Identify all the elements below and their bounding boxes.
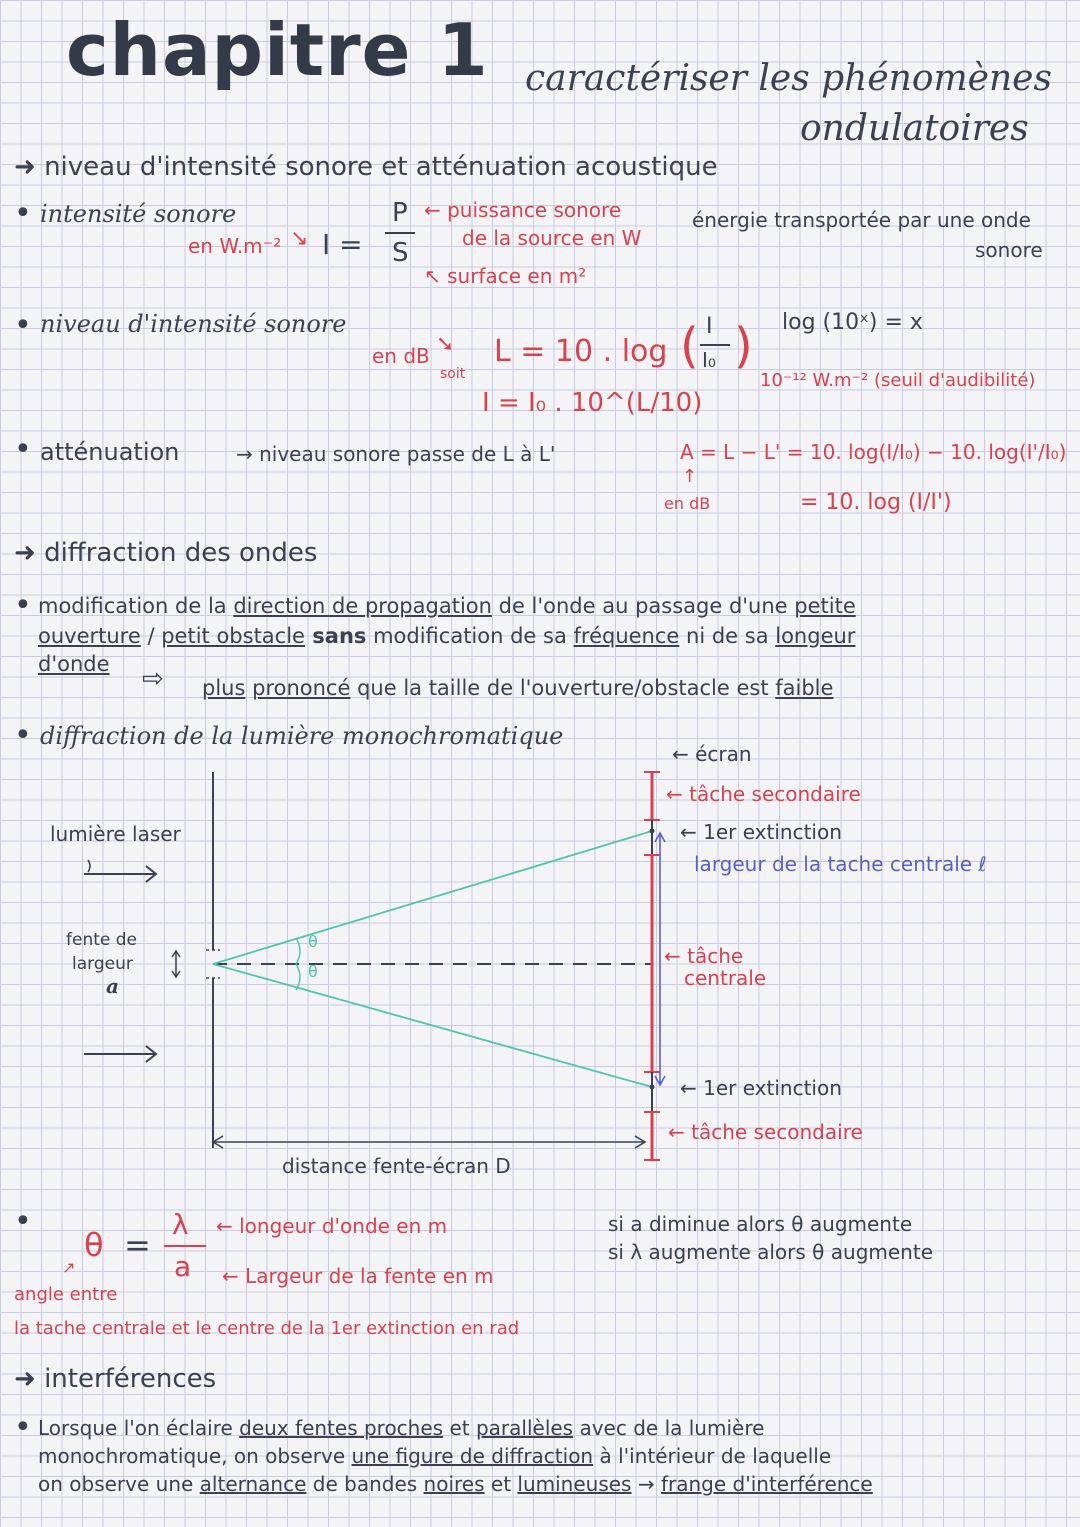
level-label: niveau d'intensité sonore	[40, 310, 347, 338]
level-formula: L = 10 . log	[494, 334, 668, 369]
bullet-icon: •	[14, 196, 32, 231]
central-spot-label-2: centrale	[684, 966, 767, 990]
secondary-bottom-label: ← tâche secondaire	[668, 1120, 863, 1144]
arrow-right-icon: ➜	[14, 538, 45, 568]
laser-label: lumière laser	[50, 822, 181, 846]
angle-up-arrow: ↗	[62, 1258, 76, 1277]
slit-label-2: largeur	[72, 954, 133, 974]
chapter-subtitle-line1: caractériser les phénomènes	[525, 58, 1052, 99]
rule-1: si a diminue alors θ augmente	[608, 1212, 913, 1236]
intensity-p-note-1: ← puissance sonore	[424, 198, 622, 222]
ray-top	[213, 831, 652, 964]
interference-line3: on observe une alternance de bandes noires et lumineuses → frange d'interférence	[38, 1472, 873, 1496]
chapter-subtitle-line2: ondulatoires	[800, 108, 1029, 149]
slit-label-1: fente de	[66, 930, 137, 950]
bullet-icon: •	[14, 1204, 32, 1239]
ecran-label: ← écran	[672, 742, 752, 766]
attenuation-label: atténuation	[40, 438, 180, 466]
interference-line1: Lorsque l'on éclaire deux fentes proches et parallèles avec de la lumière	[38, 1416, 765, 1440]
diffraction-def-line3: d'onde	[38, 652, 110, 676]
ray-bottom	[213, 964, 652, 1087]
angle-note-2: la tache centrale et le centre de la 1er extinction en rad	[14, 1318, 520, 1339]
angle-note-1: angle entre	[14, 1284, 118, 1305]
theta-top: θ	[308, 932, 318, 951]
implies-arrow-icon: ⇨	[142, 664, 164, 694]
bullet-icon: •	[14, 718, 32, 753]
threshold-note: 10⁻¹² W.m⁻² (seuil d'audibilité)	[760, 370, 1036, 391]
diffraction-plus-line: plus prononcé que la taille de l'ouverture/obstacle est faible	[202, 676, 834, 700]
level-paren-right: )	[734, 318, 753, 374]
first-extinction-bottom-label: ← 1er extinction	[680, 1076, 842, 1100]
attenuation-unit: en dB	[664, 494, 711, 513]
log-note: log (10ˣ) = x	[782, 310, 923, 335]
attenuation-up-arrow: ↑	[682, 466, 698, 487]
intensity-numerator: P	[392, 198, 408, 228]
chapter-title: chapitre 1	[66, 8, 489, 92]
theta-lambda: λ	[172, 1208, 189, 1241]
bullet-icon: •	[14, 588, 32, 623]
diffraction-def-line2: ouverture / petit obstacle sans modification de sa fréquence ni de sa longeur	[38, 624, 856, 648]
slit-label-3: a	[106, 974, 119, 998]
level-fraction-den: I₀	[702, 348, 716, 372]
arrow-right-icon: ➜	[14, 152, 45, 182]
intensity-denominator: S	[392, 238, 409, 268]
section-heading-intensity: ➜ niveau d'intensité sonore et atténuation acoustique	[14, 152, 718, 182]
attenuation-desc: → niveau sonore passe de L à L'	[236, 442, 556, 466]
bullet-icon: •	[14, 432, 32, 467]
level-fraction-num: I	[706, 314, 713, 339]
diffraction-def-line1: modification de la direction de propagation de l'onde au passage d'une petite	[38, 594, 856, 618]
arrow-right-icon: ➜	[14, 1364, 45, 1394]
intensity-s-note: ↖ surface en m²	[424, 264, 587, 288]
central-spot-label-1: ← tâche	[664, 944, 744, 968]
bullet-icon: •	[14, 1410, 32, 1445]
intensity-label: intensité sonore	[40, 200, 237, 228]
energy-note-1: énergie transportée par une onde	[692, 208, 1031, 232]
level-arrow: ➘	[436, 332, 455, 357]
distance-label: distance fente-écran D	[282, 1154, 511, 1178]
rule-2: si λ augmente alors θ augmente	[608, 1240, 933, 1264]
level-unit: en dB	[372, 344, 430, 368]
first-extinction-top-label: ← 1er extinction	[680, 820, 842, 844]
interference-line2: monochromatique, on observe une figure de diffraction à l'intérieur de laquelle	[38, 1444, 832, 1468]
inverse-formula: I = I₀ . 10^(L/10)	[482, 388, 703, 418]
soit-label: soit	[440, 366, 466, 382]
lambda-note: ← longeur d'onde en m	[216, 1214, 448, 1238]
section-heading-interferences: ➜ interférences	[14, 1364, 217, 1394]
central-width-label: largeur de la tache centrale ℓ	[694, 852, 987, 876]
section-heading-diffraction: ➜ diffraction des ondes	[14, 538, 318, 568]
intensity-arrow: ↘	[290, 226, 309, 251]
secondary-top-label: ← tâche secondaire	[666, 782, 861, 806]
a-note: ← Largeur de la fente en m	[222, 1264, 494, 1288]
mono-heading: diffraction de la lumière monochromatique	[40, 722, 564, 750]
theta-equals: =	[124, 1226, 151, 1264]
attenuation-formula-2: = 10. log (I/I')	[800, 490, 952, 515]
theta-a: a	[174, 1250, 192, 1283]
theta-fraction-bar	[164, 1245, 206, 1247]
level-paren-left: (	[680, 318, 699, 374]
attenuation-formula: A = L − L' = 10. log(I/I₀) − 10. log(I'/I₀)	[680, 440, 1067, 464]
bullet-icon: •	[14, 308, 32, 343]
intensity-formula-lhs: I =	[322, 228, 363, 261]
theta-symbol: θ	[84, 1226, 104, 1264]
theta-bottom: θ	[308, 962, 318, 981]
energy-note-2: sonore	[975, 238, 1043, 262]
intensity-p-note-2: de la source en W	[462, 226, 642, 250]
intensity-unit: en W.m⁻²	[188, 234, 282, 258]
